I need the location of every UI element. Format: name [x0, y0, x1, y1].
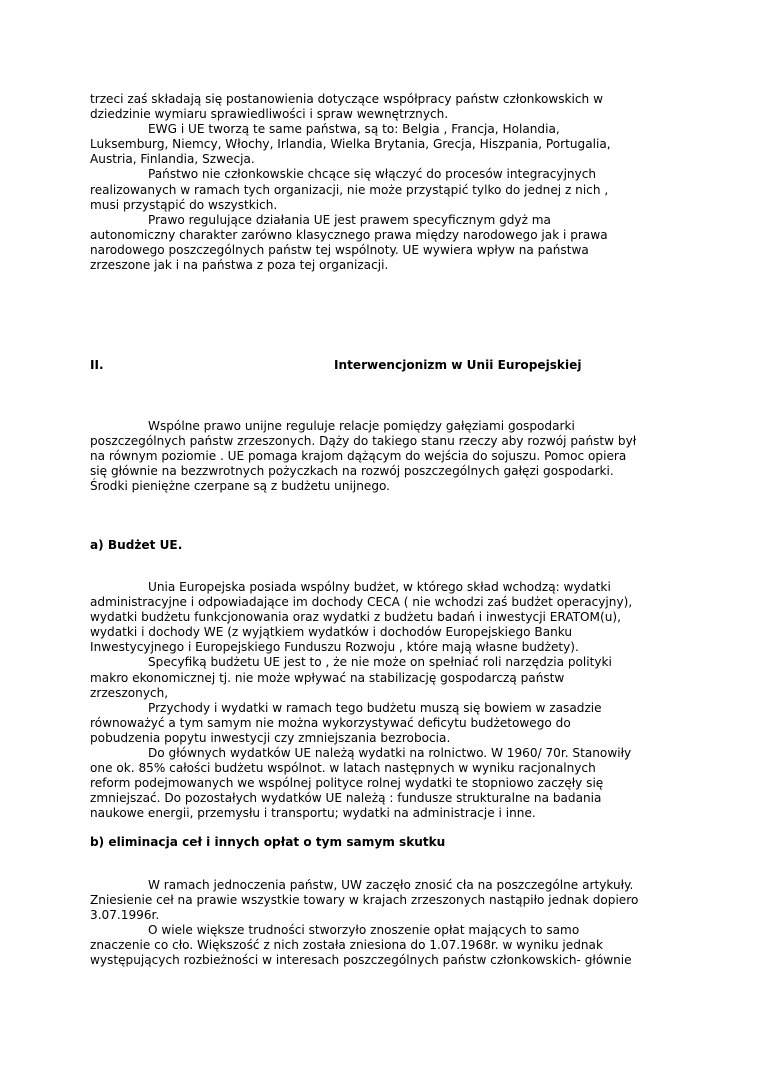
paragraph-intro	[90, 92, 680, 273]
text-line: Specyfiką budżetu UE jest to , że nie może on spełniać roli narzędzia polityki	[148, 655, 612, 670]
section-title: Interwencjonizm w Unii Europejskiej	[334, 358, 582, 372]
text-line: zrzeszone jak i na państwa z poza tej organizacji.	[90, 258, 389, 273]
text-line: Unia Europejska posiada wspólny budżet, w którego skład wchodzą: wydatki	[148, 580, 611, 594]
paragraph-interwencjonizm	[90, 419, 680, 494]
text-line: Państwo nie członkowskie chcące się włączyć do procesów integracyjnych	[148, 167, 597, 182]
paragraph-budzet	[90, 580, 680, 822]
text-line: one ok. 85% całości budżetu wspólnot. w latach następnych w wyniku racjonalnych	[90, 761, 596, 776]
text-line: pobudzenia popytu inwestycji czy zmniejszania bezrobocia.	[90, 730, 451, 745]
text-line: narodowego poszczególnych państw tej wspólnoty. UE wywiera wpływ na państwa	[90, 242, 589, 257]
text-line: Do głównych wydatków UE należą wydatki na rolnictwo. W 1960/ 70r. Stanowiły	[148, 746, 632, 761]
text-line: zmniejszać. Do pozostałych wydatków UE należą : fundusze strukturalne na badania	[90, 791, 602, 806]
text-line: Inwestycyjnego i Europejskiego Funduszu Rozwoju , które mają własne budżety).	[90, 640, 579, 655]
section-number: II.	[90, 358, 104, 372]
text-line: wydatki budżetu funkcjonowania oraz wydatki z budżetu badań i inwestycji ERATOM(u),	[90, 610, 621, 625]
text-line: administracyjne i odpowiadające im dochody CECA ( nie wchodzi zaś budżet operacyjny),	[90, 595, 633, 610]
paragraph-cla	[90, 878, 680, 969]
text-line: Prawo regulujące działania UE jest prawem specyficznym gdyż ma	[148, 212, 551, 227]
text-line: makro ekonomicznej tj. nie może wpływać na stabilizację gospodarczą państw	[90, 670, 565, 685]
text-line: dziedzinie wymiaru sprawiedliwości i spraw wewnętrznych.	[90, 107, 449, 122]
subsection-heading-a: a) Budżet UE.	[90, 538, 183, 552]
text-line: Zniesienie ceł na prawie wszystkie towary w krajach zrzeszonych nastąpiło jednak dopiero	[90, 893, 639, 908]
text-line: występujących rozbieżności w interesach poszczególnych państw członkowskich- głównie	[90, 953, 632, 968]
text-line: EWG i UE tworzą te same państwa, są to: Belgia , Francja, Holandia,	[148, 122, 560, 137]
text-line: trzeci zaś składają się postanowienia dotyczące współpracy państw członkowskich w	[90, 92, 603, 106]
text-line: W ramach jednoczenia państw, UW zaczęło znosić cła na poszczególne artykuły.	[148, 878, 634, 892]
text-line: Luksemburg, Niemcy, Włochy, Irlandia, Wielka Brytania, Grecja, Hiszpania, Portugalia,	[90, 137, 611, 152]
text-line: się głównie na bezzwrotnych pożyczkach na rozwój poszczególnych gałęzi gospodarki.	[90, 464, 614, 479]
text-line: autonomiczny charakter zarówno klasycznego prawa między narodowego jak i prawa	[90, 227, 608, 242]
text-line: Wspólne prawo unijne reguluje relacje pomiędzy gałęziami gospodarki	[148, 419, 575, 433]
text-line: Austria, Finlandia, Szwecja.	[90, 152, 255, 167]
text-line: wydatki i dochody WE (z wyjątkiem wydatków i dochodów Europejskiego Banku	[90, 625, 573, 640]
text-line: równoważyć a tym samym nie można wykorzystywać deficytu budżetowego do	[90, 715, 571, 730]
text-line: Środki pieniężne czerpane są z budżetu unijnego.	[90, 479, 391, 494]
text-line: znaczenie co cło. Większość z nich została zniesiona do 1.07.1968r. w wyniku jednak	[90, 938, 603, 953]
text-line: musi przystąpić do wszystkich.	[90, 197, 278, 212]
text-line: Przychody i wydatki w ramach tego budżetu muszą się bowiem w zasadzie	[148, 700, 602, 715]
text-line: na równym poziomie . UE pomaga krajom dążącym do wejścia do sojuszu. Pomoc opiera	[90, 449, 627, 464]
text-line: 3.07.1996r.	[90, 908, 160, 923]
text-line: naukowe energii, przemysłu i transportu; wydatki na administracje i inne.	[90, 806, 536, 821]
text-line: O wiele większe trudności stworzyło znoszenie opłat mających to samo	[148, 923, 580, 938]
text-line: poszczególnych państw zrzeszonych. Dąży do takiego stanu rzeczy aby rozwój państw był	[90, 434, 637, 449]
text-line: realizowanych w ramach tych organizacji, nie może przystąpić tylko do jednej z nich ,	[90, 182, 609, 197]
text-line: zrzeszonych,	[90, 685, 169, 700]
subsection-heading-b: b) eliminacja ceł i innych opłat o tym samym skutku	[90, 835, 446, 849]
text-line: reform podejmowanych we wspólnej polityce rolnej wydatki te stopniowo zaczęły się	[90, 776, 604, 791]
